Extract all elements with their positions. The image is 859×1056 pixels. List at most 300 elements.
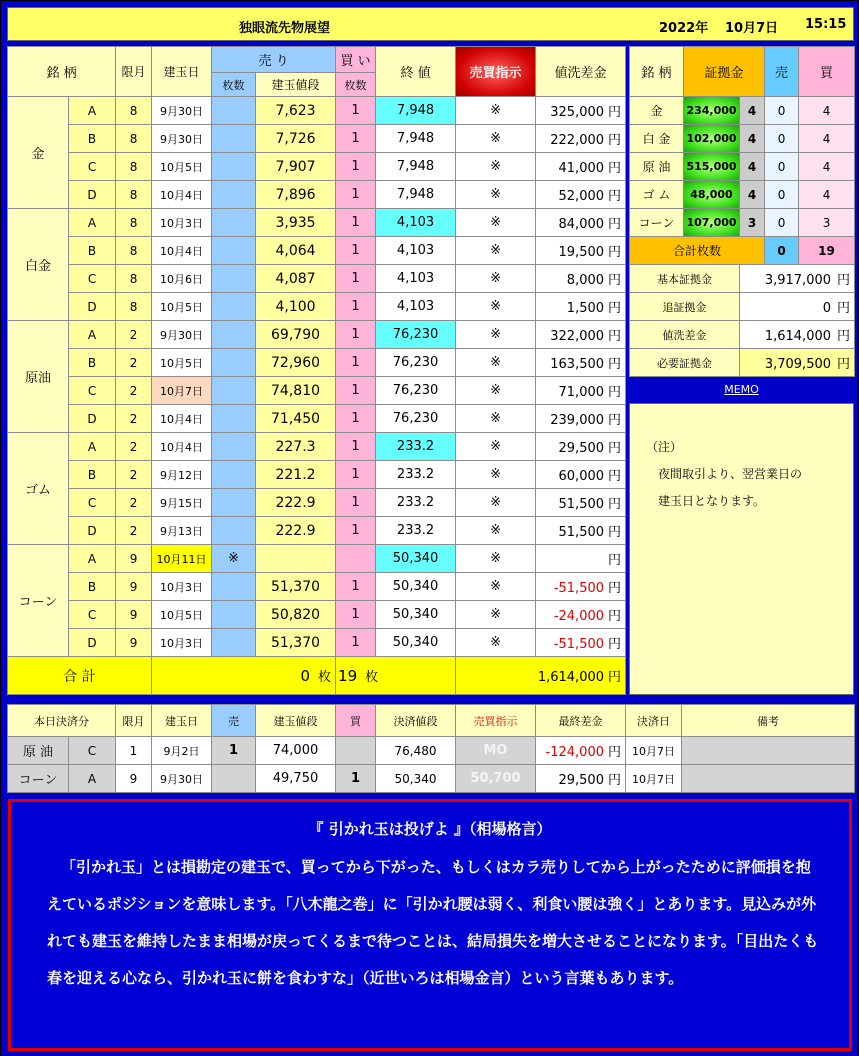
table-row xyxy=(8,209,626,237)
buy-count[interactable]: 1 xyxy=(336,349,376,377)
margin-row xyxy=(630,125,855,153)
st-col-month: 限月 xyxy=(116,705,152,737)
table-row xyxy=(8,153,626,181)
diff-amount: 1,500 xyxy=(566,301,605,316)
st-order: MO xyxy=(456,737,536,765)
close-price: 76,230 xyxy=(376,321,456,349)
position-date: 10月7日 xyxy=(152,377,212,405)
buy-count[interactable]: 1 xyxy=(336,461,376,489)
buy-count[interactable]: 1 xyxy=(336,377,376,405)
st-settle-date: 10月7日 xyxy=(626,737,682,765)
entry-price[interactable]: 72,960 xyxy=(256,349,336,377)
margin-total-buy: 19 xyxy=(799,237,855,265)
entry-price[interactable]: 221.2 xyxy=(256,461,336,489)
position-id: C xyxy=(69,153,116,181)
diff-value xyxy=(536,573,626,601)
col-header-name: 銘 柄 xyxy=(8,47,116,97)
position-id: B xyxy=(69,573,116,601)
table-row xyxy=(8,545,626,573)
close-price: 7,948 xyxy=(376,181,456,209)
sell-count[interactable] xyxy=(212,349,256,377)
summary-value xyxy=(740,265,855,293)
order-cell[interactable]: ※ xyxy=(456,209,536,237)
sell-count[interactable] xyxy=(212,517,256,545)
position-id: A xyxy=(69,97,116,125)
settlement-row xyxy=(8,737,855,765)
col-header-buy: 買 い xyxy=(336,47,376,73)
order-cell[interactable]: ※ xyxy=(456,349,536,377)
position-id: D xyxy=(69,629,116,657)
sell-count[interactable] xyxy=(212,265,256,293)
st-note xyxy=(682,737,855,765)
memo-link[interactable]: MEMO xyxy=(724,383,759,396)
st-final-amount: -124,000 xyxy=(545,745,604,760)
st-date: 9月30日 xyxy=(152,765,212,793)
margin-summary-row xyxy=(630,265,855,293)
margin-sell: 0 xyxy=(765,153,799,181)
sell-count[interactable] xyxy=(212,293,256,321)
position-id: D xyxy=(69,405,116,433)
diff-amount: -51,500 xyxy=(553,581,605,596)
position-date: 10月5日 xyxy=(152,153,212,181)
summary-label: 基本証拠金 xyxy=(630,265,740,293)
memo-panel xyxy=(629,377,854,695)
buy-count[interactable]: 1 xyxy=(336,405,376,433)
entry-price[interactable]: 4,100 xyxy=(256,293,336,321)
margin-sell: 0 xyxy=(765,181,799,209)
position-date: 10月4日 xyxy=(152,237,212,265)
sell-count[interactable] xyxy=(212,321,256,349)
st-commodity: 原 油 xyxy=(8,737,69,765)
memo-line: 夜間取引より、翌営業日の xyxy=(658,467,803,481)
order-cell[interactable]: ※ xyxy=(456,377,536,405)
st-buy xyxy=(336,737,376,765)
contract-month: 2 xyxy=(116,321,152,349)
diff-amount: 51,500 xyxy=(558,497,605,512)
buy-count[interactable]: 1 xyxy=(336,601,376,629)
summary-label: 必要証拠金 xyxy=(630,349,740,377)
contract-month: 2 xyxy=(116,489,152,517)
close-price: 7,948 xyxy=(376,125,456,153)
settlement-header-row xyxy=(8,705,855,737)
sell-count[interactable] xyxy=(212,153,256,181)
sell-count[interactable] xyxy=(212,433,256,461)
diff-value xyxy=(536,97,626,125)
summary-amount: 0 xyxy=(822,301,832,316)
buy-count[interactable]: 1 xyxy=(336,489,376,517)
close-price: 50,340 xyxy=(376,629,456,657)
diff-value xyxy=(536,601,626,629)
margin-table xyxy=(629,46,855,377)
diff-value xyxy=(536,349,626,377)
diff-value xyxy=(536,265,626,293)
quote-box xyxy=(8,799,852,1051)
total-diff-unit: 円 xyxy=(608,670,622,685)
close-price: 76,230 xyxy=(376,405,456,433)
col-header-date: 建玉日 xyxy=(152,47,212,97)
margin-col-margin: 証拠金 xyxy=(684,47,765,97)
total-row xyxy=(8,657,626,695)
buy-count[interactable]: 1 xyxy=(336,181,376,209)
diff-unit: 円 xyxy=(608,441,622,456)
contract-month: 9 xyxy=(116,629,152,657)
header-time: 15:15 xyxy=(805,17,847,32)
entry-price[interactable]: 69,790 xyxy=(256,321,336,349)
table-row xyxy=(8,489,626,517)
close-price: 4,103 xyxy=(376,293,456,321)
sell-count[interactable] xyxy=(212,405,256,433)
table-row xyxy=(8,237,626,265)
margin-count: 4 xyxy=(740,153,765,181)
position-date: 9月12日 xyxy=(152,461,212,489)
close-price: 233.2 xyxy=(376,433,456,461)
position-date: 10月3日 xyxy=(152,629,212,657)
diff-unit: 円 xyxy=(608,301,622,316)
diff-amount: 322,000 xyxy=(550,329,605,344)
order-cell[interactable]: ※ xyxy=(456,517,536,545)
margin-amount: 234,000 xyxy=(684,97,740,125)
commodity-name: コーン xyxy=(8,545,69,657)
position-date: 9月13日 xyxy=(152,517,212,545)
buy-count[interactable]: 1 xyxy=(336,517,376,545)
st-price: 49,750 xyxy=(256,765,336,793)
st-final xyxy=(536,765,626,793)
order-cell[interactable]: ※ xyxy=(456,629,536,657)
position-id: B xyxy=(69,349,116,377)
diff-unit: 円 xyxy=(608,637,622,652)
total-buy-count: 19 xyxy=(338,667,358,685)
contract-month: 2 xyxy=(116,405,152,433)
diff-amount: 41,000 xyxy=(558,161,605,176)
margin-amount: 107,000 xyxy=(684,209,740,237)
diff-value xyxy=(536,433,626,461)
order-cell[interactable]: ※ xyxy=(456,293,536,321)
entry-price[interactable]: 7,726 xyxy=(256,125,336,153)
margin-total-row xyxy=(630,237,855,265)
st-col-label: 本日決済分 xyxy=(8,705,116,737)
entry-price[interactable]: 51,370 xyxy=(256,573,336,601)
diff-amount: 52,000 xyxy=(558,189,605,204)
diff-amount: -51,500 xyxy=(553,637,605,652)
table-row xyxy=(8,321,626,349)
contract-month: 9 xyxy=(116,545,152,573)
entry-price[interactable]: 3,935 xyxy=(256,209,336,237)
entry-price[interactable]: 50,820 xyxy=(256,601,336,629)
position-date: 10月11日 xyxy=(152,545,212,573)
entry-price[interactable]: 4,064 xyxy=(256,237,336,265)
position-date: 10月3日 xyxy=(152,573,212,601)
diff-value xyxy=(536,489,626,517)
position-id: C xyxy=(69,489,116,517)
st-month: 9 xyxy=(116,765,152,793)
summary-amount: 3,709,500 xyxy=(764,357,832,372)
margin-count: 3 xyxy=(740,209,765,237)
buy-count[interactable]: 1 xyxy=(336,153,376,181)
diff-amount: 222,000 xyxy=(550,133,605,148)
st-id: C xyxy=(69,737,116,765)
entry-price[interactable] xyxy=(256,545,336,573)
st-date: 9月2日 xyxy=(152,737,212,765)
margin-col-sell: 売 xyxy=(765,47,799,97)
diff-unit: 円 xyxy=(608,553,622,568)
st-id: A xyxy=(69,765,116,793)
close-price: 7,948 xyxy=(376,153,456,181)
buy-count[interactable]: 1 xyxy=(336,629,376,657)
sell-count[interactable] xyxy=(212,209,256,237)
memo-line: 建玉日となります。 xyxy=(658,494,766,508)
diff-value xyxy=(536,545,626,573)
order-cell[interactable]: ※ xyxy=(456,237,536,265)
margin-buy: 4 xyxy=(799,153,855,181)
memo-box xyxy=(629,403,854,695)
buy-count[interactable]: 1 xyxy=(336,265,376,293)
total-diff xyxy=(456,657,626,695)
contract-month: 2 xyxy=(116,517,152,545)
diff-amount: 60,000 xyxy=(558,469,605,484)
st-order: 50,700 xyxy=(456,765,536,793)
diff-amount: 239,000 xyxy=(550,413,605,428)
position-id: A xyxy=(69,545,116,573)
close-price: 76,230 xyxy=(376,349,456,377)
buy-count[interactable]: 1 xyxy=(336,293,376,321)
margin-commodity: ゴ ム xyxy=(630,181,684,209)
commodity-name: 白金 xyxy=(8,209,69,321)
entry-price[interactable]: 51,370 xyxy=(256,629,336,657)
close-price: 233.2 xyxy=(376,489,456,517)
entry-price[interactable]: 227.3 xyxy=(256,433,336,461)
diff-value xyxy=(536,405,626,433)
order-cell[interactable]: ※ xyxy=(456,321,536,349)
header-date: 10月7日 xyxy=(725,21,779,36)
order-cell[interactable]: ※ xyxy=(456,265,536,293)
order-cell[interactable]: ※ xyxy=(456,125,536,153)
position-id: C xyxy=(69,377,116,405)
buy-count[interactable]: 1 xyxy=(336,125,376,153)
summary-label: 追証拠金 xyxy=(630,293,740,321)
position-date: 10月6日 xyxy=(152,265,212,293)
buy-count[interactable]: 1 xyxy=(336,433,376,461)
sell-count[interactable] xyxy=(212,573,256,601)
sell-count[interactable] xyxy=(212,461,256,489)
sell-count[interactable] xyxy=(212,181,256,209)
margin-buy: 4 xyxy=(799,181,855,209)
entry-price[interactable]: 7,896 xyxy=(256,181,336,209)
diff-value xyxy=(536,321,626,349)
margin-commodity: 原 油 xyxy=(630,153,684,181)
entry-price[interactable]: 222.9 xyxy=(256,489,336,517)
sell-count[interactable]: ※ xyxy=(212,545,256,573)
order-cell[interactable]: ※ xyxy=(456,405,536,433)
sell-count[interactable] xyxy=(212,377,256,405)
margin-summary-row xyxy=(630,293,855,321)
close-price: 7,948 xyxy=(376,97,456,125)
table-row xyxy=(8,573,626,601)
contract-month: 8 xyxy=(116,237,152,265)
order-cell[interactable]: ※ xyxy=(456,461,536,489)
settlement-table xyxy=(7,704,855,793)
diff-value xyxy=(536,517,626,545)
table-row xyxy=(8,181,626,209)
margin-commodity: 金 xyxy=(630,97,684,125)
contract-month: 8 xyxy=(116,181,152,209)
margin-header-row xyxy=(630,47,855,97)
sell-count[interactable] xyxy=(212,125,256,153)
position-id: A xyxy=(69,433,116,461)
margin-sell: 0 xyxy=(765,97,799,125)
buy-count[interactable]: 1 xyxy=(336,573,376,601)
close-price: 233.2 xyxy=(376,461,456,489)
position-id: C xyxy=(69,601,116,629)
diff-value xyxy=(536,461,626,489)
diff-unit: 円 xyxy=(608,161,622,176)
st-col-final: 最終差金 xyxy=(536,705,626,737)
diff-amount: 71,000 xyxy=(558,385,605,400)
diff-amount: 84,000 xyxy=(558,217,605,232)
st-commodity: コーン xyxy=(8,765,69,793)
margin-count: 4 xyxy=(740,181,765,209)
margin-buy: 3 xyxy=(799,209,855,237)
page-title: 独眼流先物展望 xyxy=(239,21,331,36)
col-header-diff: 値洗差金 xyxy=(536,47,626,97)
diff-unit: 円 xyxy=(608,245,622,260)
st-col-date: 建玉日 xyxy=(152,705,212,737)
st-month: 1 xyxy=(116,737,152,765)
st-final-unit: 円 xyxy=(607,745,621,760)
margin-col-name: 銘 柄 xyxy=(630,47,684,97)
margin-row xyxy=(630,209,855,237)
quote-body: 「引かれ玉」とは損勘定の建玉で、買ってから下がった、もしくはカラ売りしてから上がったために評価損を抱えているポジションを意味します。「八木龍之巻」に「引かれ腰は弱く、利食い腰は強く」とあります。見込みが外れても建玉を維持したまま相場が戻ってくるまで待つことは、結局損失を増大させることになります。「目出たくも春を迎える心なら、引かれ玉に餅を食わすな」（近世いろは相場金言）という言葉もあります。 xyxy=(47,858,819,987)
diff-unit: 円 xyxy=(608,329,622,344)
total-label: 合 計 xyxy=(8,657,152,695)
contract-month: 9 xyxy=(116,573,152,601)
position-id: D xyxy=(69,293,116,321)
margin-amount: 515,000 xyxy=(684,153,740,181)
diff-amount: 51,500 xyxy=(558,525,605,540)
close-price: 50,340 xyxy=(376,601,456,629)
position-id: D xyxy=(69,181,116,209)
diff-unit: 円 xyxy=(608,273,622,288)
buy-count[interactable]: 1 xyxy=(336,321,376,349)
diff-amount: 29,500 xyxy=(558,441,605,456)
order-cell[interactable]: ※ xyxy=(456,545,536,573)
table-row xyxy=(8,125,626,153)
summary-value xyxy=(740,321,855,349)
margin-commodity: 白 金 xyxy=(630,125,684,153)
table-row xyxy=(8,601,626,629)
order-button[interactable]: 売買指示 xyxy=(456,47,536,97)
margin-summary-row xyxy=(630,321,855,349)
diff-unit: 円 xyxy=(608,189,622,204)
entry-price[interactable]: 4,087 xyxy=(256,265,336,293)
st-settle: 50,340 xyxy=(376,765,456,793)
order-cell[interactable]: ※ xyxy=(456,433,536,461)
diff-value xyxy=(536,377,626,405)
entry-price[interactable]: 7,623 xyxy=(256,97,336,125)
contract-month: 2 xyxy=(116,349,152,377)
summary-unit: 円 xyxy=(837,329,851,344)
order-cell[interactable]: ※ xyxy=(456,97,536,125)
order-cell[interactable]: ※ xyxy=(456,181,536,209)
summary-unit: 円 xyxy=(837,301,851,316)
close-price: 50,340 xyxy=(376,545,456,573)
st-final-unit: 円 xyxy=(607,773,621,788)
position-date: 10月4日 xyxy=(152,433,212,461)
contract-month: 2 xyxy=(116,433,152,461)
margin-col-buy: 買 xyxy=(799,47,855,97)
summary-value xyxy=(740,349,855,377)
memo-line: （注） xyxy=(646,440,683,454)
position-date: 9月30日 xyxy=(152,125,212,153)
margin-sell: 0 xyxy=(765,209,799,237)
close-price: 76,230 xyxy=(376,377,456,405)
position-date: 10月3日 xyxy=(152,209,212,237)
margin-count: 4 xyxy=(740,125,765,153)
col-header-close: 終 値 xyxy=(376,47,456,97)
position-date: 10月5日 xyxy=(152,293,212,321)
sell-count[interactable] xyxy=(212,489,256,517)
entry-price[interactable]: 7,907 xyxy=(256,153,336,181)
sell-count[interactable] xyxy=(212,237,256,265)
position-id: D xyxy=(69,517,116,545)
position-date: 9月30日 xyxy=(152,321,212,349)
total-diff-amount: 1,614,000 xyxy=(537,670,605,685)
buy-count[interactable]: 1 xyxy=(336,209,376,237)
entry-price[interactable]: 222.9 xyxy=(256,517,336,545)
sell-count[interactable] xyxy=(212,97,256,125)
position-date: 10月5日 xyxy=(152,349,212,377)
contract-month: 8 xyxy=(116,265,152,293)
buy-count[interactable]: 1 xyxy=(336,237,376,265)
total-sell-count: 0 xyxy=(300,667,311,685)
table-row xyxy=(8,517,626,545)
buy-count[interactable] xyxy=(336,545,376,573)
diff-value xyxy=(536,209,626,237)
margin-row xyxy=(630,97,855,125)
diff-amount: 8,000 xyxy=(566,273,605,288)
diff-unit: 円 xyxy=(608,357,622,372)
order-cell[interactable]: ※ xyxy=(456,489,536,517)
margin-count: 4 xyxy=(740,97,765,125)
table-row xyxy=(8,461,626,489)
col-header-sell: 売 り xyxy=(212,47,336,73)
margin-buy: 4 xyxy=(799,125,855,153)
order-cell[interactable]: ※ xyxy=(456,601,536,629)
st-col-note: 備考 xyxy=(682,705,855,737)
order-cell[interactable]: ※ xyxy=(456,153,536,181)
diff-value xyxy=(536,153,626,181)
diff-value xyxy=(536,237,626,265)
sell-count[interactable] xyxy=(212,601,256,629)
sell-count[interactable] xyxy=(212,629,256,657)
margin-commodity: コーン xyxy=(630,209,684,237)
diff-amount: 325,000 xyxy=(550,105,605,120)
st-buy: 1 xyxy=(336,765,376,793)
margin-summary-row xyxy=(630,349,855,377)
st-sell: 1 xyxy=(212,737,256,765)
total-sell-unit: 枚 xyxy=(318,670,332,685)
diff-unit: 円 xyxy=(608,413,622,428)
order-cell[interactable]: ※ xyxy=(456,573,536,601)
summary-unit: 円 xyxy=(837,273,851,288)
contract-month: 8 xyxy=(116,153,152,181)
entry-price[interactable]: 74,810 xyxy=(256,377,336,405)
col-header-sell-count: 枚数 xyxy=(212,73,256,97)
entry-price[interactable]: 71,450 xyxy=(256,405,336,433)
st-settle-date: 10月7日 xyxy=(626,765,682,793)
table-row xyxy=(8,377,626,405)
st-price: 74,000 xyxy=(256,737,336,765)
buy-count[interactable]: 1 xyxy=(336,97,376,125)
